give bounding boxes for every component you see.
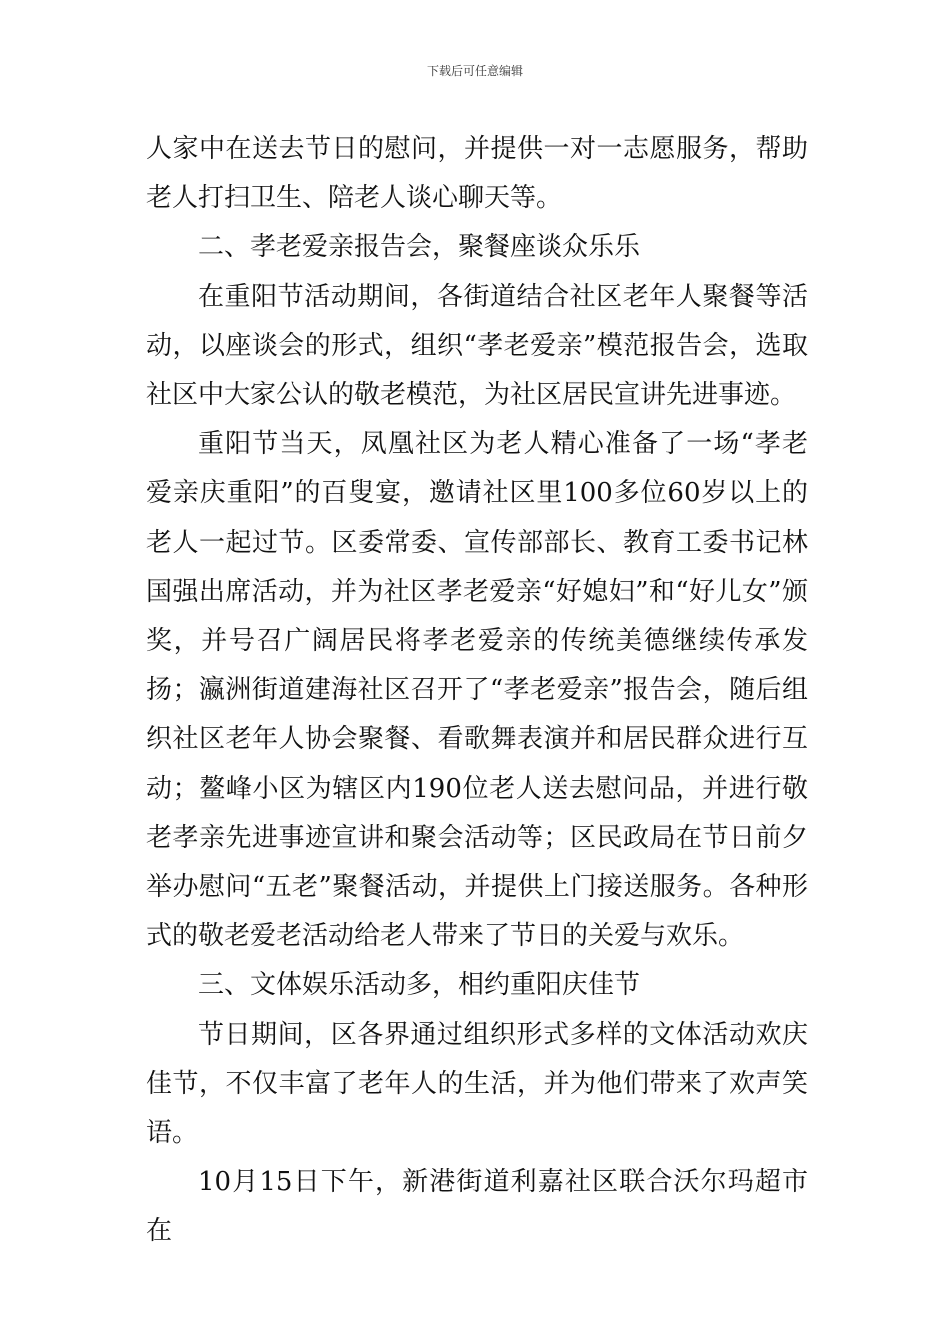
section-heading-2: 二、孝老爱亲报告会，聚餐座谈众乐乐: [198, 232, 641, 263]
paragraph-4: 重阳节当天，凤凰社区为老人精心准备了一场“孝老爱亲庆重阳”的百叟宴，邀请社区里100多位60岁以上的老人一起过节。区委常委、宣传部部长、教育工委书记林国强出席活动，并为社区孝老爱亲“好媳妇”和“好儿女”颁奖，并号召广阔居民将孝老爱亲的传统美德继续传承发扬；瀛洲街道建海社区召开了“孝老爱亲”报告会，随后组织社区老年人协会聚餐、看歌舞表演并和居民群众进行互动；鳌峰小区为辖区内190位老人送去慰问品，并进行敬老孝亲先进事迹宣讲和聚会活动等；区民政局在节日前夕举办慰问“五老”聚餐活动，并提供上门接送服务。各种形式的敬老爱老活动给老人带来了节日的关爱与欢乐。: [146, 429, 808, 952]
paragraph-3: 在重阳节活动期间，各街道结合社区老年人聚餐等活动，以座谈会的形式，组织“孝老爱亲”模范报告会，选取社区中大家公认的敬老模范，为社区居民宣讲先进事迹。: [146, 281, 808, 411]
paragraph-1: 人家中在送去节日的慰问，并提供一对一志愿服务，帮助老人打扫卫生、陪老人谈心聊天等。: [146, 134, 808, 214]
paragraph-6: 节日期间，区各界通过组织形式多样的文体活动欢庆佳节，不仅丰富了老年人的生活，并为他们带来了欢声笑语。: [146, 1019, 808, 1149]
paragraph-7: 10月15日下午，新港街道利嘉社区联合沃尔玛超市在: [146, 1167, 808, 1247]
section-heading-3: 三、文体娱乐活动多，相约重阳庆佳节: [198, 970, 641, 1001]
document-body: [146, 125, 808, 1257]
page-header-note: 下载后可任意编辑: [426, 64, 523, 78]
